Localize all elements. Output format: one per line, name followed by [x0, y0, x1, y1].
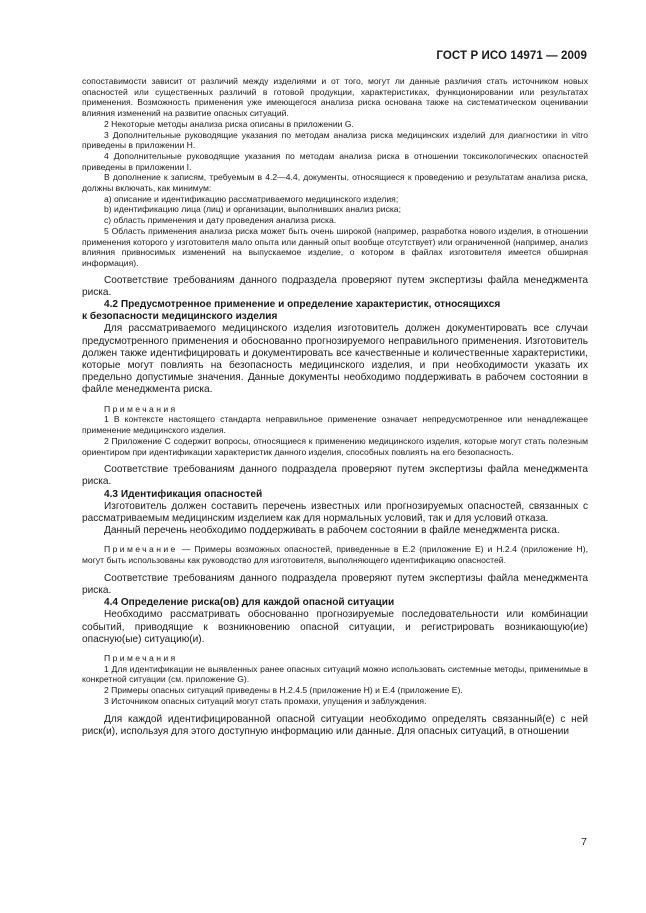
note-5: 5 Область применения анализа риска может быть очень широкой (например, разработка нового изделия, в отношении применения которого у изготовителя мало опыта или данный опыт вообще отсутствует) или ограниченной (например, анализ влияния привносимых изменений на выпускаемое изделие, о котором в файлах изготовителя имеется обширная информация). [82, 225, 588, 268]
section-4-3-compliance: Соответствие требованиям данного подраздела проверяют путем экспертизы файла менеджмента риска. [82, 572, 588, 597]
section-4-4-body: Необходимо рассматривать обоснованно прогнозируемые последовательности или комбинации событий, приводящие к возникновению опасной ситуации, и регистрировать возникающую(ие) опасную(ые) ситуацию(и). [82, 609, 588, 645]
section-4-4-notes-title: Примечания [104, 653, 178, 664]
section-4-2-notes-title: Примечания [104, 403, 178, 414]
note-4: 4 Дополнительные руководящие указания по методам анализа риска в отношении токсикологических опасностей приведены в приложении I. [82, 150, 588, 172]
section-4-3-note-text: — Примеры возможных опасностей, приведенные в Е.2 (приложение Е) и Н.2.4 (приложение Н), могут быть использованы как руководство для изготовителя, выполняющего идентификацию опасностей. [82, 544, 588, 566]
section-4-2-compliance: Соответствие требованиям данного подраздела проверяют путем экспертизы файла менеджмента риска. [82, 464, 588, 488]
section-4-3-note [82, 544, 588, 565]
page-number: 7 [581, 836, 587, 848]
list-item-a: a) описание и идентификацию рассматриваемого медицинского изделия; [104, 193, 399, 204]
section-4-3-body-1: Изготовитель должен составить перечень известных или прогнозируемых опасностей, связанных с рассматриваемым медицинским изделием как для нормальных условий, так и для условий отказа. [82, 500, 588, 525]
section-4-4-note-1: 1 Для идентификации не выявленных ранее опасных ситуаций можно использовать системные методы, применимые в конкретной ситуации (см. приложение G). [82, 663, 588, 685]
section-4-4-heading: 4.4 Определение риска(ов) для каждой опасной ситуации [104, 597, 395, 609]
section-4-3-note-label: Примечание [104, 544, 178, 555]
section-4-2-note-1: 1 В контексте настоящего стандарта неправильное применение означает непредусмотренное или ненадлежащее применение медицинского изделия. [82, 414, 588, 436]
section-4-2-note-2: 2 Приложение С содержит вопросы, относящиеся к применению медицинского изделия, которые могут стать полезным ориентиром при идентификации характеристик данного изделия, способных повлиять на его безопасность. [82, 435, 588, 457]
continued-note-text: сопоставимости зависит от различий между изделиями и от того, могут ли данные различия стать источником новых опасностей или существенных различий в готовой продукции, характеристиках, функционировании или результатах применения. Возможность применения уже имеющегося анализа риска основана также на систематическом оценивании влияния изменений на развитие опасных ситуаций. [82, 76, 588, 119]
records-requirement: В дополнение к записям, требуемым в 4.2—4.4, документы, относящиеся к проведению и результатам анализа риска, должны включать, как минимум: [82, 172, 588, 194]
section-4-2-body: Для рассматриваемого медицинского изделия изготовитель должен документировать все случаи предусмотренного применения и обоснованно прогнозируемого неправильного применения. Изготовитель должен также идентифицировать и документировать все качественные и количественные характеристики, которые могут повлиять на безопасность медицинского изделия, и при необходимости указать их предельно допустимые значения. Данные документы необходимо поддерживать в рабочем состоянии в файле менеджмента риска. [82, 323, 588, 396]
document-body [82, 76, 588, 738]
section-4-4-note-2: 2 Примеры опасных ситуаций приведены в Н.2.4.5 (приложение Н) и Е.4 (приложение Е). [104, 685, 463, 696]
note-3: 3 Дополнительные руководящие указания по методам анализа риска медицинских изделий для диагностики in vitro приведены в приложении Н. [82, 129, 588, 151]
compliance-paragraph: Соответствие требованиям данного подраздела проверяют путем экспертизы файла менеджмента риска. [82, 274, 588, 298]
standard-header: ГОСТ Р ИСО 14971 — 2009 [436, 50, 587, 62]
note-2: 2 Некоторые методы анализа риска описаны в приложении G. [104, 118, 354, 129]
section-4-2-heading-cont: к безопасности медицинского изделия [82, 311, 278, 323]
section-4-4-body-last: Для каждой идентифицированной опасной ситуации необходимо определять связанный(е) с ней риск(и), используя для этого доступную информацию или данные. Для опасных ситуаций, в отношении [82, 713, 588, 737]
section-4-3-heading: 4.3 Идентификация опасностей [104, 488, 263, 500]
section-4-3-body-2: Данный перечень необходимо поддерживать в рабочем состоянии в файле менеджмента риска. [104, 525, 560, 537]
section-4-4-note-3: 3 Источником опасных ситуаций могут стать промахи, упущения и заблуждения. [104, 695, 427, 706]
list-item-c: c) область применения и дату проведения анализа риска. [104, 215, 337, 226]
section-4-2-heading: 4.2 Предусмотренное применение и определение характеристик, относящихся [104, 299, 501, 311]
list-item-b: b) идентификацию лица (лиц) и организации, выполнивших анализ риска; [104, 204, 401, 215]
